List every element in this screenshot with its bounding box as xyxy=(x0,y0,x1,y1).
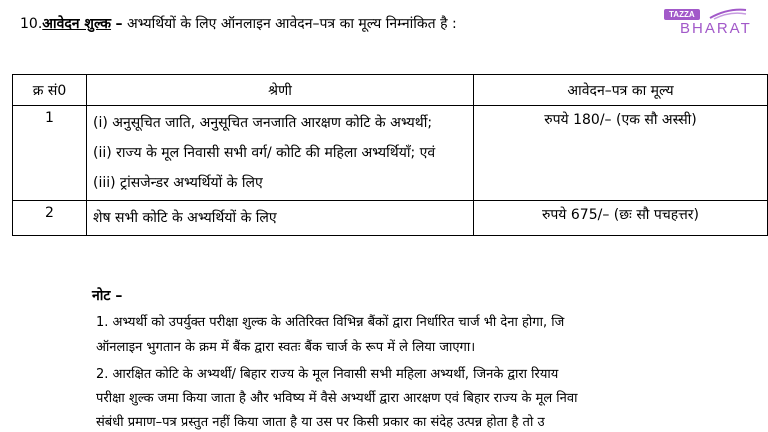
section-heading xyxy=(20,14,457,33)
note-line: 1. अभ्यर्थी को उपर्युक्त परीक्षा शुल्क के अतिरिक्त विभिन्न बैंकों द्वारा निर्धारित चार्ज भी देना होगा, जि xyxy=(96,315,565,330)
header-sno: क्र सं0 xyxy=(13,75,87,106)
table-row xyxy=(13,201,768,236)
note-line: ऑनलाइन भुगतान के क्रम में बैंक द्वारा स्वतः बैंक चार्ज के रूप में ले लिया जाएगा। xyxy=(96,340,476,355)
row-fee: रुपये 180/– (एक सौ अस्सी) xyxy=(474,106,768,201)
row-sno: 2 xyxy=(13,201,87,236)
row-sno: 1 xyxy=(13,106,87,201)
table-header-row xyxy=(13,75,768,106)
swoosh-icon xyxy=(708,6,748,20)
heading-dash: – xyxy=(115,16,123,32)
fee-table xyxy=(12,74,768,236)
note-line: परीक्षा शुल्क जमा किया जाता है और भविष्य में वैसे अभ्यर्थी द्वारा आरक्षण एवं बिहार राज्य के मूल निवा xyxy=(96,391,578,406)
tazza-bharat-logo xyxy=(660,4,750,40)
row-category xyxy=(87,201,474,236)
section-number: 10. xyxy=(20,16,43,32)
section-title: आवेदन शुल्क xyxy=(42,16,112,32)
note-line: संबंधी प्रमाण–पत्र प्रस्तुत नहीं किया जाता है या उस पर किसी प्रकार का संदेह उत्पन्न होता है तो उ xyxy=(96,415,545,430)
category-line: शेष सभी कोटि के अभ्यर्थियों के लिए xyxy=(93,210,277,226)
heading-text: अभ्यर्थियों के लिए ऑनलाइन आवेदन–पत्र का मूल्य निम्नांकित है : xyxy=(126,16,457,32)
logo-name: BHARAT xyxy=(680,20,752,37)
note-title: नोट – xyxy=(92,288,123,304)
row-fee: रुपये 675/– (छः सौ पचहत्तर) xyxy=(474,201,768,236)
category-line: (ii) राज्य के मूल निवासी सभी वर्ग/ कोटि की महिला अभ्यर्थियाँ; एवं xyxy=(93,145,436,161)
row-category xyxy=(87,106,474,201)
note-line: 2. आरक्षित कोटि के अभ्यर्थी/ बिहार राज्य के मूल निवासी सभी महिला अभ्यर्थी, जिनके द्वारा रियाय xyxy=(96,367,559,382)
logo-tag: TAZZA xyxy=(664,9,700,20)
header-fee: आवेदन–पत्र का मूल्य xyxy=(474,75,768,106)
table-row xyxy=(13,106,768,201)
category-line: (i) अनुसूचित जाति, अनुसूचित जनजाति आरक्षण कोटि के अभ्यर्थी; xyxy=(93,115,433,131)
header-category: श्रेणी xyxy=(87,75,474,106)
category-line: (iii) ट्रांसजेन्डर अभ्यर्थियों के लिए xyxy=(93,175,263,191)
